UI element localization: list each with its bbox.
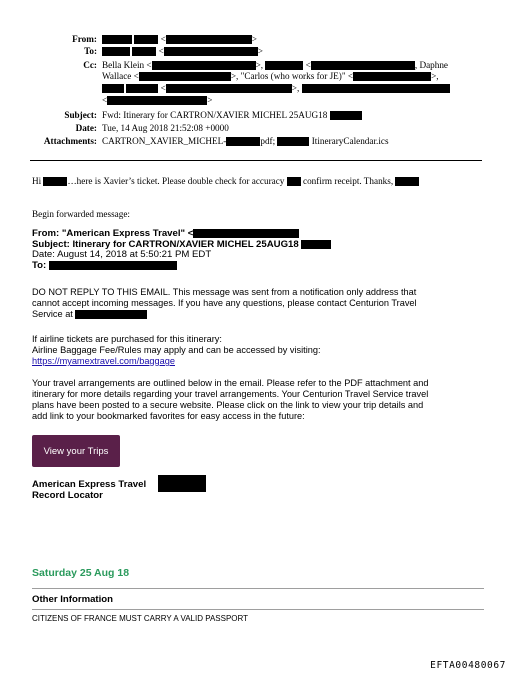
travel-line: Your travel arrangements are outlined below in the email. Please refer to the PDF attachment and: [32, 378, 429, 388]
redaction: [132, 47, 156, 56]
redaction: [166, 35, 252, 44]
cc-text: >: [207, 95, 213, 105]
redaction: [287, 177, 301, 186]
to-label: To:: [84, 46, 97, 56]
cc-line-2: [102, 71, 439, 82]
cc-line-4: [102, 95, 212, 106]
attachment-name[interactable]: CARTRON_XAVIER_MICHEL-: [102, 136, 227, 146]
from-value: < >: [102, 34, 257, 45]
airline-line: If airline tickets are purchased for this itinerary:: [32, 334, 222, 344]
record-locator-label: Record Locator: [32, 490, 103, 501]
travel-line: itinerary for more details regarding your travel arrangements. Your Centurion Travel Service travel: [32, 389, 429, 399]
other-info-heading: Other Information: [32, 594, 114, 605]
no-reply-line: cannot accept incoming messages. If you have any questions, please contact Centurion Travel: [32, 298, 417, 308]
fwd-to: [32, 261, 331, 272]
cc-text: <: [305, 60, 311, 70]
from-label: From:: [72, 34, 97, 44]
redaction: [134, 35, 158, 44]
redaction: [193, 229, 299, 238]
no-reply-line: DO NOT REPLY TO THIS EMAIL. This message was sent from a notification only address that: [32, 287, 417, 297]
no-reply-text: Service at: [32, 309, 73, 319]
redaction: [75, 310, 147, 319]
no-reply-line: [32, 309, 417, 320]
redaction: [102, 84, 124, 93]
redaction: [126, 84, 158, 93]
redaction: [102, 35, 132, 44]
redaction: [43, 177, 67, 186]
redaction: [164, 47, 258, 56]
amex-label: American Express Travel: [32, 479, 147, 490]
attachment-name[interactable]: ItineraryCalendar.ics: [311, 136, 389, 146]
forwarded-headers: [32, 229, 331, 271]
date-value: Tue, 14 Aug 2018 21:52:08 +0000: [102, 123, 229, 133]
travel-arrangements: [32, 378, 428, 422]
cc-text: >,: [431, 71, 439, 81]
subject-value: [102, 110, 362, 121]
redaction: [353, 72, 431, 81]
redaction: [107, 96, 207, 105]
redaction: [49, 261, 177, 270]
cc-text: >,: [291, 83, 300, 93]
subject-text: Fwd: Itinerary for CARTRON/XAVIER MICHEL 25AUG18: [102, 110, 328, 120]
section-divider: [32, 588, 484, 589]
attachment-name[interactable]: pdf;: [260, 136, 276, 146]
cc-text: Bella Klein <: [102, 60, 152, 70]
cc-label: Cc:: [83, 60, 97, 70]
redaction: [226, 137, 260, 146]
redaction: [330, 111, 362, 120]
attachments-value[interactable]: [102, 136, 389, 147]
fwd-from-text: From: "American Express Travel" <: [32, 228, 194, 240]
redaction: [311, 61, 415, 70]
travel-line: add link to your bookmarked favorites for easy access in the future:: [32, 411, 305, 421]
header-divider: [30, 160, 482, 161]
subject-label: Subject:: [64, 110, 97, 120]
baggage-link[interactable]: https://myamextravel.com/baggage: [32, 356, 175, 366]
fwd-subject-text: Subject: Itinerary for CARTRON/XAVIER MICHEL 25AUG18: [32, 238, 299, 250]
airline-line: Airline Baggage Fee/Rules may apply and can be accessed by visiting:: [32, 345, 321, 355]
cc-text: , Daphne: [414, 60, 449, 70]
redaction: [277, 137, 309, 146]
cc-text: <: [160, 83, 166, 93]
redaction: [265, 61, 303, 70]
redaction: [302, 84, 450, 93]
section-divider: [32, 609, 484, 610]
cc-text: <: [102, 95, 108, 105]
redaction: [158, 475, 206, 492]
note-text: confirm receipt. Thanks,: [303, 176, 394, 186]
travel-line: plans have been posted to a secure website. Please click on the link to view your trip details and: [32, 400, 424, 410]
to-value: < >: [102, 46, 263, 57]
note-text: …here is Xavier’s ticket. Please double check for accuracy: [67, 176, 285, 186]
passport-note: CITIZENS OF FRANCE MUST CARRY A VALID PASSPORT: [32, 614, 249, 623]
cc-text: >,: [255, 60, 264, 70]
bates-number: EFTA00480067: [430, 660, 506, 671]
airline-notice: [32, 334, 321, 367]
redaction: [166, 84, 292, 93]
fwd-date: Date: August 14, 2018 at 5:50:21 PM EDT: [32, 249, 212, 261]
cc-line-3: [102, 83, 450, 94]
redaction: [102, 47, 130, 56]
cc-text: Wallace <: [102, 71, 139, 81]
forward-note: [32, 176, 419, 187]
day-heading: Saturday 25 Aug 18: [32, 567, 130, 579]
begin-forwarded: Begin forwarded message:: [32, 209, 130, 219]
cc-line-1: [102, 60, 448, 71]
date-label: Date:: [75, 123, 97, 133]
attachments-label: Attachments:: [43, 136, 97, 146]
redaction: [152, 61, 256, 70]
fwd-to-text: To:: [32, 259, 47, 271]
redaction: [301, 240, 331, 249]
view-trips-button[interactable]: View your Trips: [32, 435, 120, 467]
cc-text: >, "Carlos (who works for JE)" <: [230, 71, 354, 81]
no-reply-notice: [32, 287, 417, 320]
redaction: [395, 177, 419, 186]
record-locator-block: [32, 479, 146, 501]
redaction: [139, 72, 231, 81]
note-text: Hi: [32, 176, 42, 186]
